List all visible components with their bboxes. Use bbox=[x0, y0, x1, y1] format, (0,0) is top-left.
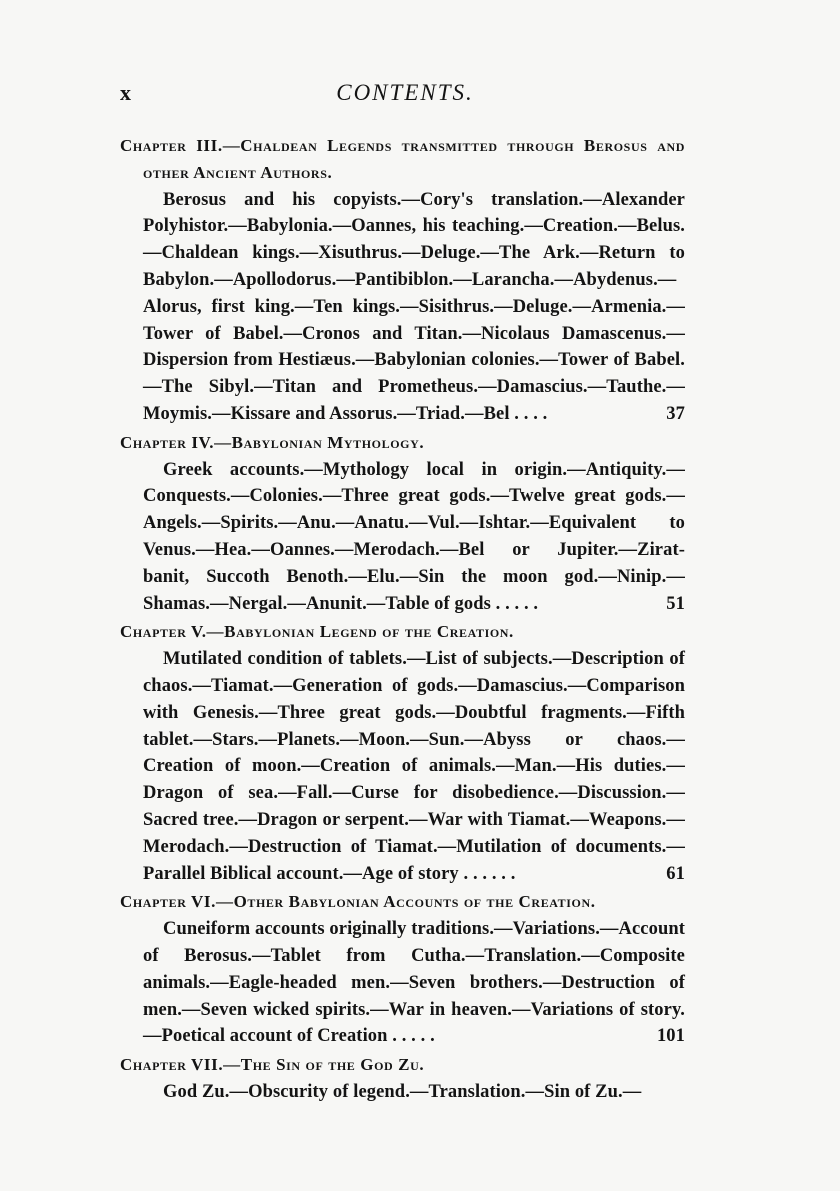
chapter-entry-3 bbox=[120, 133, 685, 428]
chapter-heading: Chapter VII.—The Sin of the God Zu. bbox=[120, 1055, 425, 1075]
page-reference[interactable]: 37 bbox=[666, 403, 685, 424]
chapter-summary bbox=[120, 457, 685, 618]
chapter-summary-text: Greek accounts.—Mythology local in origin.—Antiquity.—Conquests.—Colonies.—Three great gods.—Twelve great gods.—Angels.—Spirits.—Anu.—Anatu.—Vul.—Ishtar.—Equivalent to Venus.—Hea.—Oannes.—Merodach.—Bel or Jupiter.—Zirat-banit, Succoth Benoth.—Elu.—Sin the moon god.—Ninip.—Shamas.—Nergal.—Anunit.—Table of gods bbox=[143, 459, 685, 614]
chapter-heading: Chapter III.—Chaldean Legends transmitted through Berosus and other Ancient Authors. bbox=[120, 136, 685, 182]
page-reference[interactable]: 51 bbox=[666, 593, 685, 614]
chapter-entry-7 bbox=[120, 1052, 685, 1106]
dot-leader: . . . . . bbox=[490, 593, 539, 614]
running-title: CONTENTS. bbox=[336, 80, 474, 105]
chapter-heading: Chapter VI.—Other Babylonian Accounts of the Creation. bbox=[120, 892, 596, 912]
chapter-summary-text: Mutilated condition of tablets.—List of subjects.—Description of chaos.—Tiamat.—Generation of gods.—Damascius.—Comparison with Genesis.—Three great gods.—Doubtful fragments.—Fifth tablet.—Stars.—Planets.—Moon.—Sun.—Abyss or chaos.—Creation of moon.—Creation of animals.—Man.—His duties.—Dragon of sea.—Fall.—Curse for disobedience.—Discussion.—Sacred tree.—Dragon or serpent.—War with Tiamat.—Weapons.—Merodach.—Destruction of Tiamat.—Mutilation of documents.—Parallel Biblical account.—Age of story bbox=[143, 649, 685, 884]
page-header bbox=[120, 80, 690, 110]
chapter-summary bbox=[120, 916, 685, 1050]
chapter-entry-4 bbox=[120, 430, 685, 618]
page-reference[interactable]: 61 bbox=[666, 863, 685, 884]
chapter-summary bbox=[120, 187, 685, 428]
chapter-heading: Chapter IV.—Babylonian Mythology. bbox=[120, 432, 425, 452]
chapter-entry-5 bbox=[120, 619, 685, 887]
chapter-summary bbox=[120, 1079, 685, 1106]
dot-leader: . . . . . . bbox=[458, 863, 516, 884]
contents-list bbox=[120, 133, 685, 1106]
chapter-summary-text: Berosus and his copyists.—Cory's translation.—Alexander Polyhistor.—Babylonia.—Oannes, his teaching.—Creation.—Belus.—Chaldean kings.—Xisuthrus.—Deluge.—The Ark.—Return to Babylon.—Apollodorus.—Pantibiblon.—Larancha.—Abydenus.—Alorus, first king.—Ten kings.—Sisithrus.—Deluge.—Armenia.—Tower of Babel.—Cronos and Titan.—Nicolaus Damascenus.—Dispersion from Hestiæus.—Babylonian colonies.—Tower of Babel.—The Sibyl.—Titan and Prometheus.—Damascius.—Tauthe.—Moymis.—Kissare and Assorus.—Triad.—Bel bbox=[143, 189, 685, 424]
chapter-entry-6 bbox=[120, 889, 685, 1050]
chapter-summary-text: God Zu.—Obscurity of legend.—Translation.—Sin of Zu.— bbox=[163, 1081, 642, 1102]
page-number: x bbox=[120, 80, 131, 105]
dot-leader: . . . . . bbox=[387, 1026, 435, 1047]
dot-leader: . . . . bbox=[509, 403, 548, 424]
chapter-summary bbox=[120, 646, 685, 887]
page-reference[interactable]: 101 bbox=[656, 1026, 685, 1047]
chapter-summary-text: Cuneiform accounts originally traditions.—Variations.—Account of Berosus.—Tablet from Cutha.—Translation.—Composite animals.—Eagle-headed men.—Seven brothers.—Destruction of men.—Seven wicked spirits.—War in heaven.—Variations of story.—Poetical account of Creation bbox=[143, 919, 685, 1047]
chapter-heading: Chapter V.—Babylonian Legend of the Creation. bbox=[120, 622, 514, 642]
